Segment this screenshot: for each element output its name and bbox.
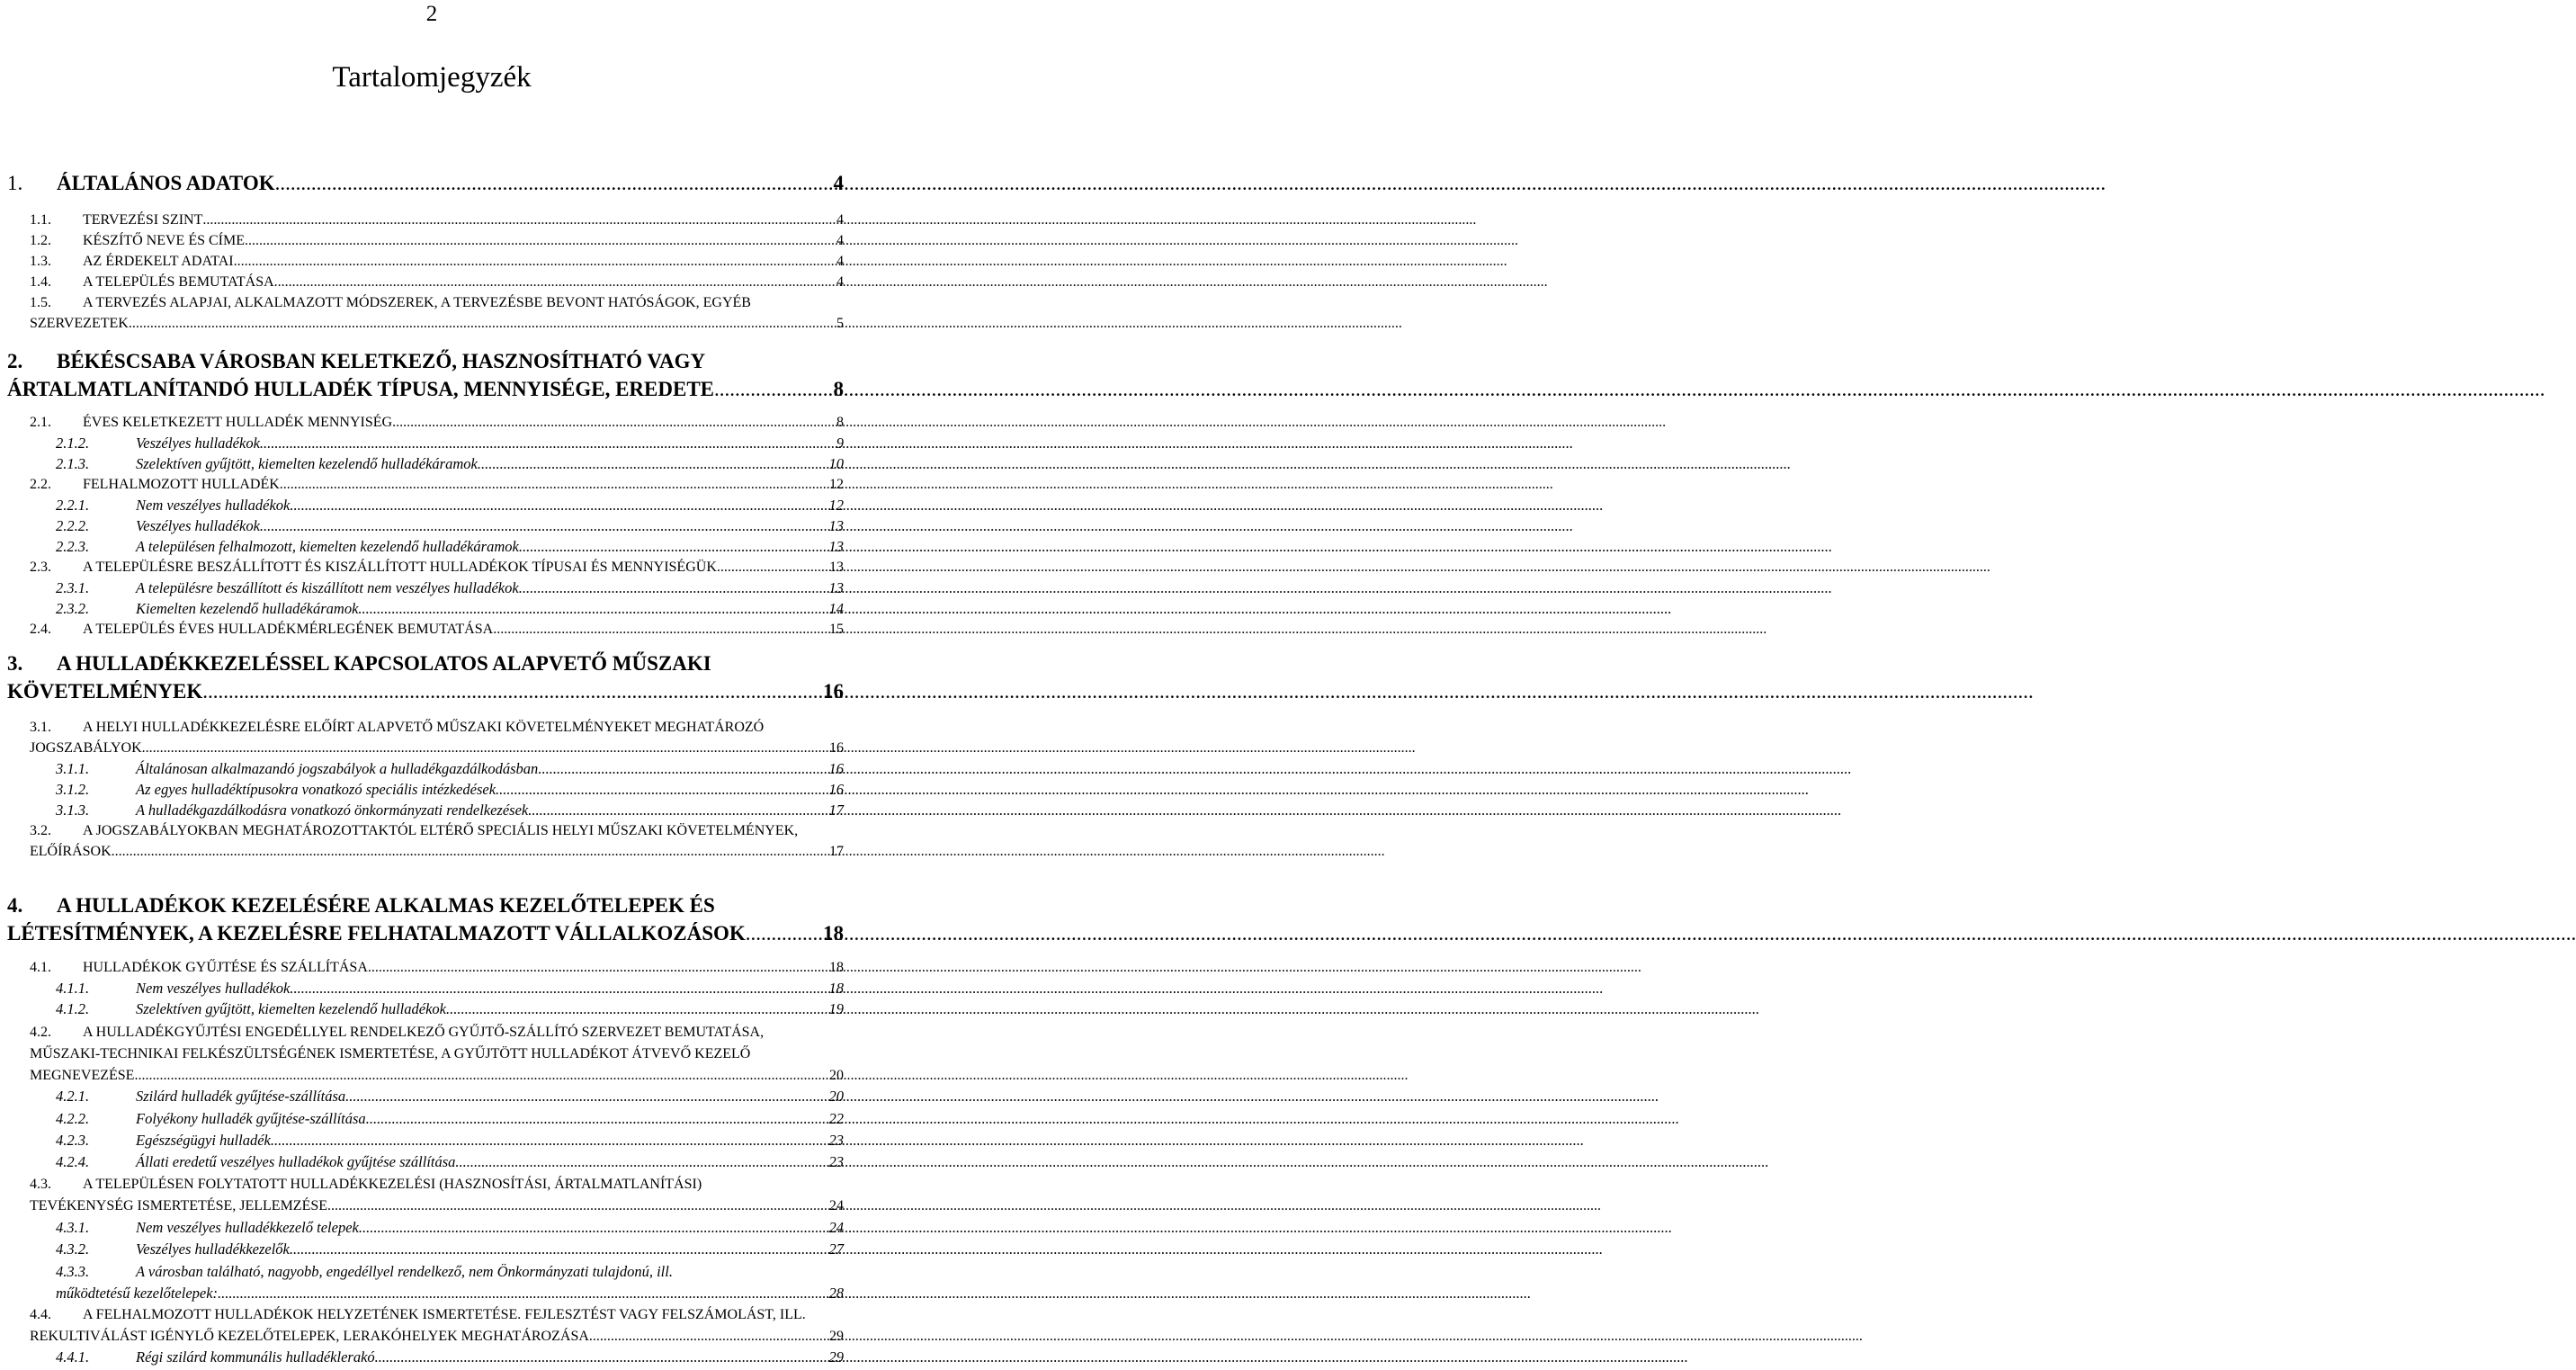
toc-entry-2[interactable] (0, 377, 863, 402)
dot-leader (366, 1108, 828, 1129)
toc-entry-number: 2.1.2. (56, 434, 90, 452)
toc-entry-page: 18 (823, 922, 844, 945)
toc-entry-number: 3. (7, 652, 23, 675)
toc-entry-number: 1.5. (30, 295, 51, 310)
dot-leader (358, 598, 827, 619)
dot-leader (496, 779, 827, 800)
toc-entry-label: működtetésű kezelőtelepek: (56, 1285, 219, 1302)
dot-leader (202, 210, 836, 230)
toc-entry-label: BÉKÉSCSABA VÁROSBAN KELETKEZŐ, HASZNOSÍTHATÓ VAGY (57, 350, 706, 372)
toc-entry-1-3[interactable] (0, 251, 863, 272)
toc-entry-number: 2.3.1. (56, 579, 90, 596)
toc-entry-1[interactable] (0, 171, 863, 196)
toc-entry-label: Szilárd hulladék gyűjtése-szállítása (136, 1088, 346, 1105)
toc-entry-4-3-3-line1[interactable] (0, 1261, 863, 1282)
dot-leader (112, 841, 828, 862)
dot-leader (478, 453, 828, 474)
toc-entry-label: A HELYI HULLADÉKKEZELÉSRE ELŐÍRT ALAPVETŐ MŰSZAKI KÖVETELMÉNYEKET MEGHATÁROZÓ (83, 720, 765, 735)
toc-entry-4-1-1[interactable] (0, 978, 863, 998)
toc-entry-label: ÁRTALMATLANÍTANDÓ HULLADÉK TÍPUSA, MENNYISÉGE, EREDETE (7, 378, 714, 400)
toc-entry-label: Egészségügyi hulladék (136, 1132, 271, 1149)
dot-leader (234, 251, 836, 272)
toc-entry-page: 4 (833, 172, 844, 194)
toc-entry-number: 2. (7, 350, 23, 372)
toc-entry-label: Szelektíven gyűjtött, kiemelten kezelendő hulladékok (136, 1000, 446, 1017)
toc-entry-page: 16 (829, 740, 844, 756)
toc-entry-label: ELŐÍRÁSOK (30, 844, 112, 859)
toc-entry-page: 13 (828, 517, 844, 534)
toc-entry-number: 4.1. (30, 960, 51, 975)
toc-entry-3[interactable] (0, 679, 863, 704)
toc-entry-label: REKULTIVÁLÁST IGÉNYLŐ KEZELŐTELEPEK, LERAKÓHELYEK MEGHATÁROZÁSA (30, 1329, 589, 1344)
page-number: 2 (425, 2, 438, 26)
dot-leader (327, 1195, 828, 1216)
toc-entry-page: 16 (828, 760, 844, 777)
toc-entry-4-3-3[interactable] (0, 1283, 863, 1303)
dot-leader (746, 921, 822, 946)
dot-leader (274, 272, 836, 292)
toc-entry-4-4-1[interactable] (0, 1347, 863, 1367)
dot-leader (275, 171, 833, 196)
toc-entry-page: 8 (836, 415, 844, 430)
toc-entry-number: 3.1.1. (56, 760, 90, 777)
toc-entry-3-line1[interactable] (0, 651, 863, 676)
toc-entry-number: 4.2.2. (56, 1110, 90, 1127)
toc-entry-number: 1. (7, 172, 23, 194)
toc-entry-label: A FELHALMOZOTT HULLADÉKOK HELYZETÉNEK ISMERTETÉSE. FEJLESZTÉST VAGY FELSZÁMOLÁST, ILL. (83, 1307, 806, 1322)
toc-entry-label: A TELEPÜLÉSRE BESZÁLLÍTOTT ÉS KISZÁLLÍTOTT HULLADÉKOK TÍPUSAI ÉS MENNYISÉGÜK (83, 560, 717, 575)
toc-entry-label: MŰSZAKI-TECHNIKAI FELKÉSZÜLTSÉGÉNEK ISMERTETÉSE, A GYŰJTÖTT HULLADÉKOT ÁTVEVŐ KEZELŐ (30, 1046, 751, 1061)
toc-entry-page: 28 (828, 1285, 844, 1302)
toc-entry-page: 17 (829, 844, 844, 859)
toc-entry-page: 4 (836, 274, 844, 290)
toc-entry-page: 27 (828, 1240, 844, 1258)
dot-leader (528, 800, 827, 820)
toc-entry-label: SZERVEZETEK (30, 316, 129, 331)
toc-entry-2-2-3[interactable] (0, 536, 863, 557)
toc-entry-page: 12 (829, 477, 844, 492)
dot-leader (714, 377, 833, 402)
toc-entry-page: 20 (829, 1068, 844, 1083)
toc-entry-number: 4.2. (30, 1025, 51, 1040)
toc-entry-page: 12 (828, 497, 844, 514)
toc-entry-number: 4.3.3. (56, 1263, 90, 1280)
toc-entry-label: JOGSZABÁLYOK (30, 740, 142, 756)
toc-entry-4-line1[interactable] (0, 893, 863, 918)
toc-entry-page: 29 (828, 1348, 844, 1366)
toc-entry-page: 13 (828, 579, 844, 596)
toc-entry-1-5[interactable] (0, 313, 863, 334)
dot-leader (717, 557, 828, 578)
toc-entry-label: KÉSZÍTŐ NEVE ÉS CÍME (83, 233, 245, 248)
toc-entry-4-1[interactable] (0, 957, 863, 978)
toc-entry-4-3[interactable] (0, 1195, 863, 1216)
toc-entry-page: 5 (836, 316, 844, 331)
toc-entry-number: 2.2.3. (56, 538, 90, 555)
toc-entry-number: 2.1. (30, 415, 51, 430)
toc-entry-4-4[interactable] (0, 1326, 863, 1347)
dot-leader (359, 1217, 828, 1238)
dot-leader (375, 1347, 828, 1367)
toc-entry-page: 24 (828, 1219, 844, 1236)
toc-entry-page: 16 (828, 781, 844, 798)
toc-entry-label: A HULLADÉKKEZELÉSSEL KAPCSOLATOS ALAPVETŐ MŰSZAKI (57, 652, 711, 675)
toc-entry-3-1-3[interactable] (0, 800, 863, 820)
toc-entry-number: 4.2.4. (56, 1153, 90, 1170)
toc-entry-number: 4.2.3. (56, 1132, 90, 1149)
toc-entry-number: 4.4. (30, 1307, 51, 1322)
toc-entry-page: 29 (829, 1329, 844, 1344)
toc-entry-label: A településen felhalmozott, kiemelten kezelendő hulladékáramok (136, 538, 519, 555)
toc-entry-number: 4.3. (30, 1177, 51, 1192)
toc-entry-page: 22 (828, 1110, 844, 1127)
dot-leader (218, 1283, 827, 1303)
toc-entry-4-3-1[interactable] (0, 1217, 863, 1238)
toc-entry-1-1[interactable] (0, 210, 863, 230)
dot-leader (142, 738, 828, 758)
toc-entry-label: A TERVEZÉS ALAPJAI, ALKALMAZOTT MÓDSZEREK, A TERVEZÉSBE BEVONT HATÓSÁGOK, EGYÉB (83, 295, 751, 310)
toc-entry-page: 18 (829, 960, 844, 975)
toc-entry-4-2-line2[interactable] (0, 1043, 863, 1064)
toc-entry-number: 1.2. (30, 233, 51, 248)
toc-entry-label: AZ ÉRDEKELT ADATAI (83, 254, 234, 269)
toc-entry-label: Régi szilárd kommunális hulladéklerakó (136, 1348, 375, 1366)
dot-leader (245, 230, 836, 251)
dot-leader (538, 758, 827, 779)
toc-entry-page: 23 (828, 1153, 844, 1170)
toc-entry-number: 2.2. (30, 477, 51, 492)
dot-leader (260, 433, 836, 453)
toc-entry-label: Nem veszélyes hulladékkezelő telepek (136, 1219, 359, 1236)
toc-title: Tartalomjegyzék (332, 61, 532, 94)
toc-entry-1-2[interactable] (0, 230, 863, 251)
toc-entry-label: Veszélyes hulladékkezelők (136, 1240, 290, 1258)
toc-entry-2-2-2[interactable] (0, 515, 863, 536)
document-page (0, 0, 863, 1370)
dot-leader (129, 313, 836, 334)
toc-entry-number: 4.4.1. (56, 1348, 90, 1366)
toc-entry-2-1[interactable] (0, 412, 863, 433)
toc-entry-label: Az egyes hulladéktípusokra vonatkozó speciális intézkedések (136, 781, 496, 798)
toc-entry-2-3[interactable] (0, 557, 863, 578)
toc-entry-page: 24 (829, 1198, 844, 1213)
toc-entry-4-2-4[interactable] (0, 1151, 863, 1172)
toc-entry-4-3-2[interactable] (0, 1239, 863, 1259)
toc-entry-4-2[interactable] (0, 1065, 863, 1086)
toc-entry-label: A hulladékgazdálkodásra vonatkozó önkormányzati rendelkezések (136, 801, 529, 819)
toc-entry-2-3-1[interactable] (0, 578, 863, 598)
toc-entry-label: Kiemelten kezelendő hulladékáramok (136, 600, 359, 617)
toc-entry-1-4[interactable] (0, 272, 863, 292)
toc-entry-2-3-2[interactable] (0, 598, 863, 619)
toc-entry-3-1[interactable] (0, 738, 863, 758)
toc-entry-number: 1.4. (30, 274, 51, 290)
toc-entry-number: 4.2.1. (56, 1088, 90, 1105)
toc-entry-number: 4. (7, 894, 23, 917)
dot-leader (290, 978, 827, 998)
toc-entry-4-3-line1[interactable] (0, 1174, 863, 1195)
toc-entry-label: A TELEPÜLÉS ÉVES HULLADÉKMÉRLEGÉNEK BEMUTATÁSA (83, 622, 494, 637)
toc-entry-label: Szelektíven gyűjtött, kiemelten kezelendő hulladékáramok (136, 455, 478, 472)
toc-entry-4-2-3[interactable] (0, 1130, 863, 1151)
toc-entry-label: LÉTESÍTMÉNYEK, A KEZELÉSRE FELHATALMAZOTT VÁLLALKOZÁSOK (7, 922, 746, 945)
dot-leader (345, 1086, 827, 1106)
toc-entry-page: 20 (828, 1088, 844, 1105)
toc-entry-label: ÁLTALÁNOS ADATOK (57, 172, 275, 194)
toc-entry-2-line1[interactable] (0, 349, 863, 374)
toc-entry-4-1-2[interactable] (0, 998, 863, 1019)
toc-entry-label: ÉVES KELETKEZETT HULLADÉK MENNYISÉG (83, 415, 393, 430)
toc-entry-number: 2.3. (30, 560, 51, 575)
toc-entry-number: 4.3.2. (56, 1240, 90, 1258)
dot-leader (280, 474, 828, 495)
toc-entry-label: TEVÉKENYSÉG ISMERTETÉSE, JELLEMZÉSE (30, 1198, 328, 1213)
toc-entry-page: 23 (828, 1132, 844, 1149)
toc-entry-page: 19 (828, 1000, 844, 1017)
toc-entry-number: 3.1.3. (56, 801, 90, 819)
toc-entry-number: 2.2.2. (56, 517, 90, 534)
toc-entry-2-2-1[interactable] (0, 495, 863, 515)
toc-entry-label: A HULLADÉKOK KEZELÉSÉRE ALKALMAS KEZELŐTELEPEK ÉS (57, 894, 715, 917)
dot-leader (134, 1065, 828, 1086)
toc-entry-page: 10 (828, 455, 844, 472)
dot-leader (271, 1130, 828, 1151)
dot-leader (290, 495, 827, 515)
toc-entry-number: 3.2. (30, 823, 51, 838)
dot-leader (455, 1151, 827, 1172)
toc-entry-4-2-1[interactable] (0, 1086, 863, 1106)
toc-entry-label: MEGNEVEZÉSE (30, 1068, 135, 1083)
toc-entry-3-1-line1[interactable] (0, 717, 863, 738)
toc-entry-4-2-line1[interactable] (0, 1022, 863, 1043)
toc-entry-page: 4 (836, 254, 844, 269)
toc-entry-2-1-2[interactable] (0, 433, 863, 453)
toc-entry-page: 13 (828, 538, 844, 555)
toc-entry-3-2[interactable] (0, 841, 863, 862)
toc-entry-page: 16 (823, 680, 844, 703)
toc-entry-1-5-line1[interactable] (0, 292, 863, 313)
toc-entry-page: 4 (836, 233, 844, 248)
toc-entry-2-1-3[interactable] (0, 453, 863, 474)
toc-entry-label: HULLADÉKOK GYŰJTÉSE ÉS SZÁLLÍTÁSA (83, 960, 368, 975)
toc-entry-number: 3.1.2. (56, 781, 90, 798)
toc-entry-3-1-1[interactable] (0, 758, 863, 779)
toc-entry-4-4-line1[interactable] (0, 1304, 863, 1325)
toc-entry-page: 17 (828, 801, 844, 819)
toc-entry-3-2-line1[interactable] (0, 820, 863, 841)
dot-leader (260, 515, 828, 536)
dot-leader (589, 1326, 828, 1347)
dot-leader (446, 998, 828, 1019)
toc-entry-label: A TELEPÜLÉS BEMUTATÁSA (83, 274, 274, 290)
toc-entry-4[interactable] (0, 921, 863, 946)
toc-entry-label: Nem veszélyes hulladékok (136, 980, 291, 997)
toc-entry-4-2-2[interactable] (0, 1108, 863, 1129)
toc-entry-number: 2.4. (30, 622, 51, 637)
toc-entry-label: A JOGSZABÁLYOKBAN MEGHATÁROZOTTAKTÓL ELTÉRŐ SPECIÁLIS HELYI MŰSZAKI KÖVETELMÉNYEK, (83, 823, 799, 838)
toc-entry-label: TERVEZÉSI SZINT (83, 212, 203, 228)
toc-entry-label: A HULLADÉKGYŰJTÉSI ENGEDÉLLYEL RENDELKEZŐ GYŰJTŐ-SZÁLLÍTÓ SZERVEZET BEMUTATÁSA, (83, 1025, 765, 1040)
dot-leader (202, 679, 822, 704)
toc-entry-number: 3.1. (30, 720, 51, 735)
toc-entry-label: Állati eredetű veszélyes hulladékok gyűjtése szállítása (136, 1153, 456, 1170)
toc-entry-label: Folyékony hulladék gyűjtése-szállítása (136, 1110, 366, 1127)
toc-entry-page: 4 (836, 212, 844, 228)
toc-entry-number: 2.3.2. (56, 600, 90, 617)
toc-entry-2-4[interactable] (0, 619, 863, 640)
toc-entry-label: A településre beszállított és kiszállított nem veszélyes hulladékok (136, 579, 519, 596)
toc-entry-label: Nem veszélyes hulladékok (136, 497, 291, 514)
toc-entry-page: 15 (829, 622, 844, 637)
toc-entry-number: 2.1.3. (56, 455, 90, 472)
dot-leader (519, 578, 828, 598)
toc-entry-label: Veszélyes hulladékok (136, 517, 260, 534)
toc-entry-number: 4.3.1. (56, 1219, 90, 1236)
dot-leader (290, 1239, 828, 1259)
toc-entry-number: 2.2.1. (56, 497, 90, 514)
toc-entry-page: 18 (828, 980, 844, 997)
toc-entry-3-1-2[interactable] (0, 779, 863, 800)
toc-entry-page: 13 (829, 560, 844, 575)
dot-leader (493, 619, 828, 640)
toc-entry-label: A városban található, nagyobb, engedéllyel rendelkező, nem Önkormányzati tulajdonú, ill. (136, 1263, 673, 1280)
toc-entry-number: 1.3. (30, 254, 51, 269)
toc-entry-label: Veszélyes hulladékok (136, 434, 260, 452)
toc-entry-page: 9 (836, 434, 844, 452)
toc-entry-number: 4.1.2. (56, 1000, 90, 1017)
toc-entry-page: 8 (833, 378, 844, 400)
dot-leader (392, 412, 836, 433)
toc-entry-label: Általánosan alkalmazandó jogszabályok a hulladékgazdálkodásban (136, 760, 539, 777)
toc-entry-number: 4.1.1. (56, 980, 90, 997)
dot-leader (519, 536, 828, 557)
toc-entry-label: A TELEPÜLÉSEN FOLYTATOTT HULLADÉKKEZELÉSI (HASZNOSÍTÁSI, ÁRTALMATLANÍTÁSI) (83, 1177, 702, 1192)
toc-entry-2-2[interactable] (0, 474, 863, 495)
toc-entry-number: 1.1. (30, 212, 51, 228)
toc-entry-label: FELHALMOZOTT HULLADÉK (83, 477, 280, 492)
toc-entry-page: 14 (828, 600, 844, 617)
toc-entry-label: KÖVETELMÉNYEK (7, 680, 203, 703)
dot-leader (368, 957, 828, 978)
